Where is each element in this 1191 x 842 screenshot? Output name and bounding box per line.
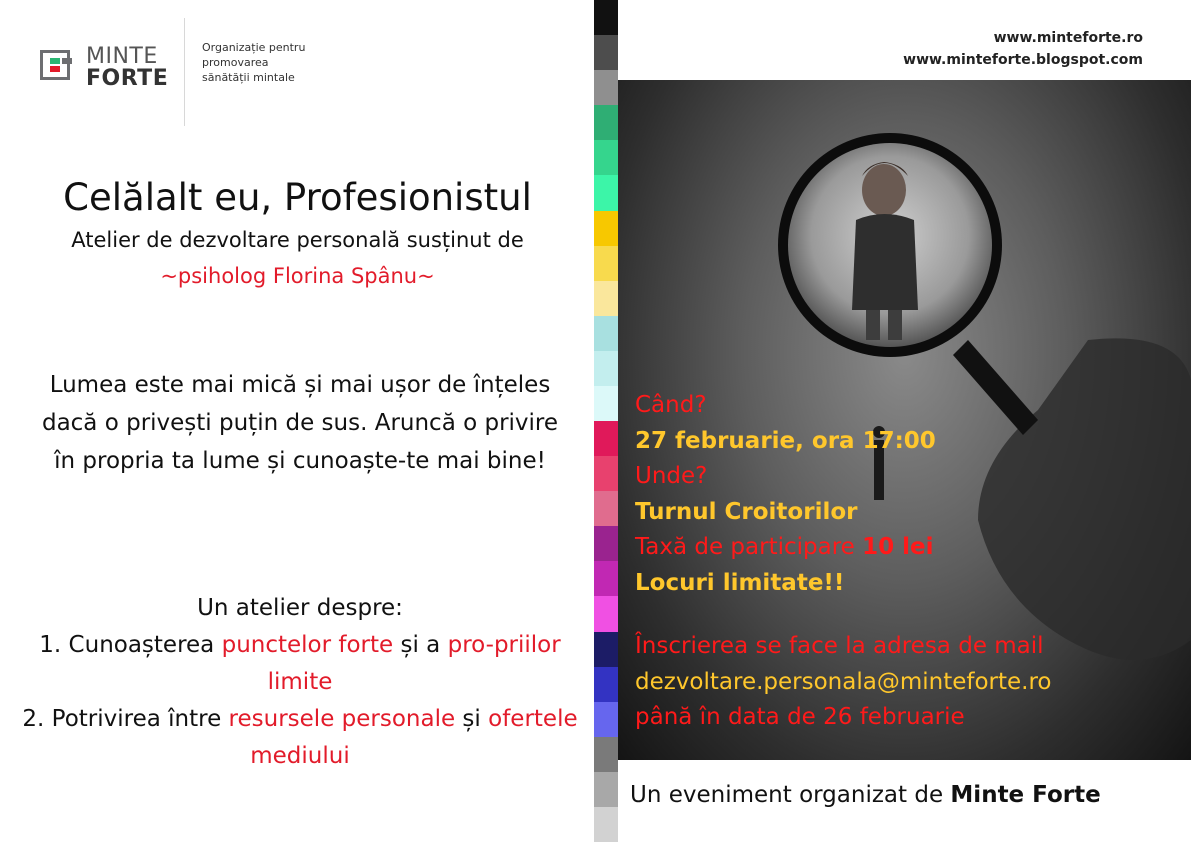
color-swatch	[594, 491, 618, 527]
footer-org: Minte Forte	[950, 782, 1101, 808]
topic-1-connector: și a	[393, 632, 448, 658]
color-swatch	[594, 0, 618, 36]
color-swatch	[594, 316, 618, 352]
where-value: Turnul Croitorilor	[635, 498, 858, 525]
minte-forte-logo	[40, 42, 180, 102]
signup-deadline: până în data de 26 februarie	[635, 704, 965, 730]
color-swatch	[594, 175, 618, 211]
topic-1-highlight-2: pro-priilor limite	[267, 632, 561, 695]
color-swatch	[594, 561, 618, 597]
signup-email-link[interactable]: dezvoltare.personala@minteforte.ro	[635, 668, 1052, 695]
fee-label: Taxă de participare	[635, 534, 855, 560]
signup-line: Înscrierea se face la adresa de mail	[635, 633, 1044, 659]
event-info	[635, 388, 1052, 736]
speaker-name: ~psiholog Florina Spânu~	[160, 264, 435, 288]
logo-line1: MINTE	[86, 44, 158, 69]
color-swatch	[594, 596, 618, 632]
topic-2-text: 2. Potrivirea între	[22, 706, 229, 732]
event-title: Celălalt eu, Profesionistul	[63, 176, 532, 219]
where-label: Unde?	[635, 463, 708, 489]
color-swatch	[594, 35, 618, 71]
blog-link[interactable]: www.minteforte.blogspot.com	[903, 52, 1143, 68]
color-swatch	[594, 667, 618, 703]
color-swatch	[594, 772, 618, 808]
event-subtitle: Atelier de dezvoltare personală susținut de	[71, 228, 524, 252]
topic-1-highlight-1: punctelor forte	[221, 632, 394, 658]
organization-tagline: Organizație pentru promovarea sănătății mintale	[202, 41, 306, 84]
when-label: Când?	[635, 392, 707, 418]
color-swatch	[594, 351, 618, 387]
color-swatch	[594, 526, 618, 562]
when-value: 27 februarie, ora 17:00	[635, 427, 936, 454]
color-swatch	[594, 456, 618, 492]
color-swatch	[594, 632, 618, 668]
color-swatch	[594, 702, 618, 738]
topics-block	[20, 590, 580, 775]
fee-value: 10 lei	[862, 534, 934, 560]
color-swatch	[594, 246, 618, 282]
topic-2-connector: și	[455, 706, 489, 732]
topics-heading: Un atelier despre:	[197, 595, 403, 621]
color-swatch	[594, 807, 618, 842]
topic-item-1	[20, 627, 580, 701]
color-swatch	[594, 140, 618, 176]
color-swatch	[594, 421, 618, 457]
color-swatch	[594, 737, 618, 773]
color-swatch	[594, 70, 618, 106]
footer-organizer	[630, 782, 1101, 808]
logo-mark-icon	[40, 46, 78, 86]
color-strip	[594, 0, 618, 842]
limited-seats: Locuri limitate!!	[635, 569, 845, 596]
color-swatch	[594, 211, 618, 247]
logo-divider	[184, 18, 185, 126]
logo-line2: FORTE	[86, 66, 169, 91]
color-swatch	[594, 105, 618, 141]
color-swatch	[594, 281, 618, 317]
topic-item-2	[20, 701, 580, 775]
topic-2-highlight-1: resursele personale	[228, 706, 456, 732]
fee-line	[635, 530, 1052, 566]
website-link[interactable]: www.minteforte.ro	[993, 30, 1143, 46]
color-swatch	[594, 386, 618, 422]
topic-2-highlight-2: ofertele mediului	[250, 706, 578, 769]
intro-quote: Lumea este mai mică și mai ușor de înțeles dacă o privești puțin de sus. Aruncă o privire în propria ta lume și cunoaște-te mai bine!	[41, 372, 559, 474]
footer-prefix: Un eveniment organizat de	[630, 782, 944, 808]
topic-1-text: 1. Cunoașterea	[39, 632, 222, 658]
